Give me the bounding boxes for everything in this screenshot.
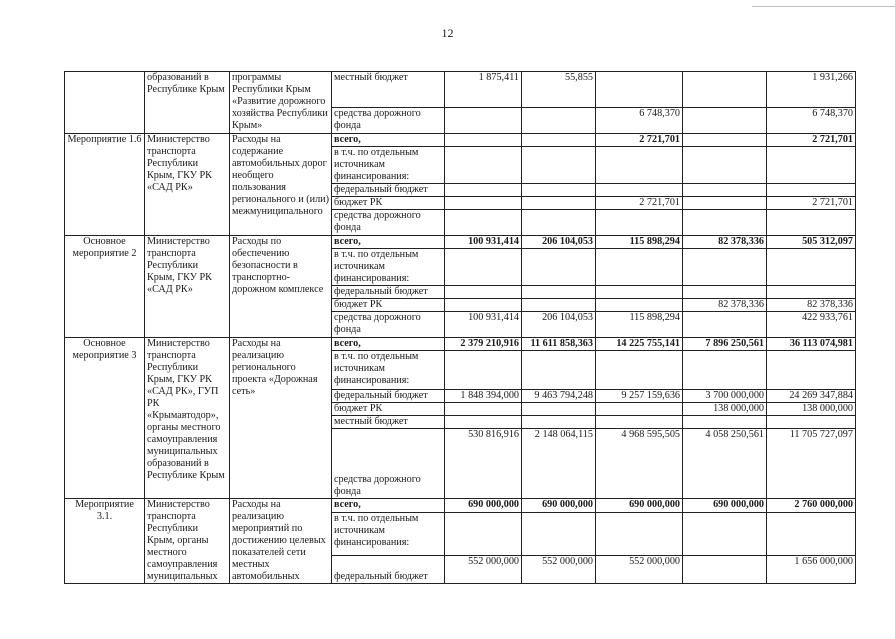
value-cell [596, 210, 683, 236]
value-cell [522, 286, 596, 299]
value-cell: 2 721,701 [767, 134, 856, 147]
executor-cell: образований в Республике Крым [145, 72, 230, 134]
value-cell [767, 184, 856, 197]
value-cell: 206 104,053 [522, 312, 596, 338]
value-cell: 9 257 159,636 [596, 390, 683, 403]
value-cell: 100 931,414 [445, 312, 522, 338]
table-row [65, 499, 856, 513]
value-cell: 552 000,000 [522, 556, 596, 584]
measure-code-cell: Основное мероприятие 3 [65, 338, 145, 499]
funding-source-cell: в т.ч. по отдельным источникам финансирования: [332, 249, 445, 286]
value-cell [767, 210, 856, 236]
value-cell [522, 299, 596, 312]
value-cell: 24 269 347,884 [767, 390, 856, 403]
funding-source-cell: федеральный бюджет [332, 556, 445, 584]
value-cell: 115 898,294 [596, 312, 683, 338]
value-cell: 2 721,701 [596, 197, 683, 210]
value-cell [522, 108, 596, 134]
value-cell: 206 104,053 [522, 236, 596, 249]
value-cell [596, 286, 683, 299]
value-cell [522, 403, 596, 416]
value-cell: 1 848 394,000 [445, 390, 522, 403]
value-cell: 82 378,336 [767, 299, 856, 312]
value-cell [683, 134, 767, 147]
value-cell [445, 210, 522, 236]
measure-code-cell: Мероприятие 3.1. [65, 499, 145, 584]
funding-source-cell: федеральный бюджет [332, 286, 445, 299]
value-cell [522, 147, 596, 184]
table-row [65, 236, 856, 249]
value-cell: 552 000,000 [596, 556, 683, 584]
funding-source-cell: бюджет РК [332, 403, 445, 416]
value-cell: 138 000,000 [767, 403, 856, 416]
value-cell [767, 416, 856, 429]
value-cell: 6 748,370 [596, 108, 683, 134]
value-cell [767, 147, 856, 184]
value-cell [596, 403, 683, 416]
value-cell: 14 225 755,141 [596, 338, 683, 351]
value-cell [445, 134, 522, 147]
value-cell: 2 760 000,000 [767, 499, 856, 513]
value-cell: 530 816,916 [445, 429, 522, 499]
value-cell [683, 108, 767, 134]
value-cell: 690 000,000 [522, 499, 596, 513]
value-cell [767, 249, 856, 286]
value-cell [596, 512, 683, 555]
value-cell [522, 184, 596, 197]
value-cell [596, 299, 683, 312]
value-cell: 36 113 074,981 [767, 338, 856, 351]
value-cell [445, 249, 522, 286]
value-cell [596, 147, 683, 184]
value-cell: 138 000,000 [683, 403, 767, 416]
value-cell [767, 286, 856, 299]
executor-cell: Министерство транспорта Республики Крым, ГКУ РК «САД РК», ГУП РК «Крымавтодор», органы местного самоуправления муниципальных образований в Республике Крым [145, 338, 230, 499]
value-cell: 422 933,761 [767, 312, 856, 338]
value-cell: 505 312,097 [767, 236, 856, 249]
value-cell: 552 000,000 [445, 556, 522, 584]
value-cell [522, 512, 596, 555]
value-cell [683, 416, 767, 429]
value-cell: 4 058 250,561 [683, 429, 767, 499]
value-cell: 55,855 [522, 72, 596, 108]
value-cell [683, 184, 767, 197]
value-cell [522, 197, 596, 210]
value-cell [445, 403, 522, 416]
funding-source-cell: всего, [332, 499, 445, 513]
funding-source-cell: средства дорожного фонда [332, 210, 445, 236]
value-cell [522, 210, 596, 236]
value-cell [683, 72, 767, 108]
value-cell: 690 000,000 [683, 499, 767, 513]
measure-code-cell: Мероприятие 1.6 [65, 134, 145, 236]
value-cell: 2 721,701 [767, 197, 856, 210]
funding-source-cell: средства дорожного фонда [332, 312, 445, 338]
executor-cell: Министерство транспорта Республики Крым, ГКУ РК «САД РК» [145, 236, 230, 338]
value-cell [596, 416, 683, 429]
value-cell [683, 197, 767, 210]
value-cell: 2 148 064,115 [522, 429, 596, 499]
value-cell: 1 656 000,000 [767, 556, 856, 584]
measure-name-cell: программы Республики Крым «Развитие дорожного хозяйства Республики Крым» [230, 72, 332, 134]
value-cell [445, 416, 522, 429]
measure-name-cell: Расходы по обеспечению безопасности в транспортно-дорожном комплексе [230, 236, 332, 338]
value-cell [522, 134, 596, 147]
value-cell [445, 147, 522, 184]
funding-source-cell: местный бюджет [332, 72, 445, 108]
funding-source-cell: в т.ч. по отдельным источникам финансирования: [332, 351, 445, 390]
funding-source-cell: в т.ч. по отдельным источникам финансирования: [332, 147, 445, 184]
value-cell [522, 351, 596, 390]
budget-table [64, 71, 856, 584]
value-cell: 3 700 000,000 [683, 390, 767, 403]
value-cell: 11 611 858,363 [522, 338, 596, 351]
funding-source-cell: всего, [332, 134, 445, 147]
value-cell: 82 378,336 [683, 299, 767, 312]
value-cell: 82 378,336 [683, 236, 767, 249]
measure-name-cell: Расходы на реализацию мероприятий по достижению целевых показателей сети местных автомобильных [230, 499, 332, 584]
value-cell: 2 379 210,916 [445, 338, 522, 351]
value-cell [445, 512, 522, 555]
funding-source-cell: местный бюджет [332, 416, 445, 429]
funding-source-cell: всего, [332, 236, 445, 249]
value-cell [522, 249, 596, 286]
value-cell [522, 416, 596, 429]
value-cell [683, 512, 767, 555]
value-cell [683, 351, 767, 390]
value-cell [596, 184, 683, 197]
value-cell [683, 312, 767, 338]
value-cell: 6 748,370 [767, 108, 856, 134]
funding-source-cell: в т.ч. по отдельным источникам финансирования: [332, 512, 445, 555]
value-cell: 9 463 794,248 [522, 390, 596, 403]
value-cell [445, 299, 522, 312]
value-cell: 2 721,701 [596, 134, 683, 147]
table-row [65, 134, 856, 147]
executor-cell: Министерство транспорта Республики Крым, ГКУ РК «САД РК» [145, 134, 230, 236]
value-cell: 690 000,000 [596, 499, 683, 513]
measure-code-cell [65, 72, 145, 134]
value-cell [767, 351, 856, 390]
value-cell: 100 931,414 [445, 236, 522, 249]
table-row [65, 72, 856, 108]
value-cell: 4 968 595,505 [596, 429, 683, 499]
value-cell [683, 286, 767, 299]
page-number: 12 [441, 26, 454, 40]
value-cell [596, 249, 683, 286]
value-cell: 11 705 727,097 [767, 429, 856, 499]
value-cell [445, 184, 522, 197]
value-cell [445, 197, 522, 210]
value-cell [767, 512, 856, 555]
value-cell [596, 72, 683, 108]
funding-source-cell: бюджет РК [332, 299, 445, 312]
measure-name-cell: Расходы на содержание автомобильных дорог необщего пользования регионального и (или) межмуниципального [230, 134, 332, 236]
measure-code-cell: Основное мероприятие 2 [65, 236, 145, 338]
value-cell [683, 556, 767, 584]
funding-source-cell: федеральный бюджет [332, 390, 445, 403]
value-cell [445, 108, 522, 134]
value-cell [445, 351, 522, 390]
funding-source-cell: всего, [332, 338, 445, 351]
funding-source-cell: средства дорожного фонда [332, 429, 445, 499]
executor-cell: Министерство транспорта Республики Крым, органы местного самоуправления муниципальных [145, 499, 230, 584]
value-cell [683, 210, 767, 236]
value-cell: 115 898,294 [596, 236, 683, 249]
value-cell: 7 896 250,561 [683, 338, 767, 351]
value-cell: 1 875,411 [445, 72, 522, 108]
value-cell [683, 147, 767, 184]
value-cell [683, 249, 767, 286]
value-cell: 690 000,000 [445, 499, 522, 513]
top-rule [752, 6, 895, 7]
funding-source-cell: бюджет РК [332, 197, 445, 210]
table-row [65, 338, 856, 351]
measure-name-cell: Расходы на реализацию регионального проекта «Дорожная сеть» [230, 338, 332, 499]
funding-source-cell: средства дорожного фонда [332, 108, 445, 134]
value-cell [596, 351, 683, 390]
value-cell: 1 931,266 [767, 72, 856, 108]
funding-source-cell: федеральный бюджет [332, 184, 445, 197]
value-cell [445, 286, 522, 299]
